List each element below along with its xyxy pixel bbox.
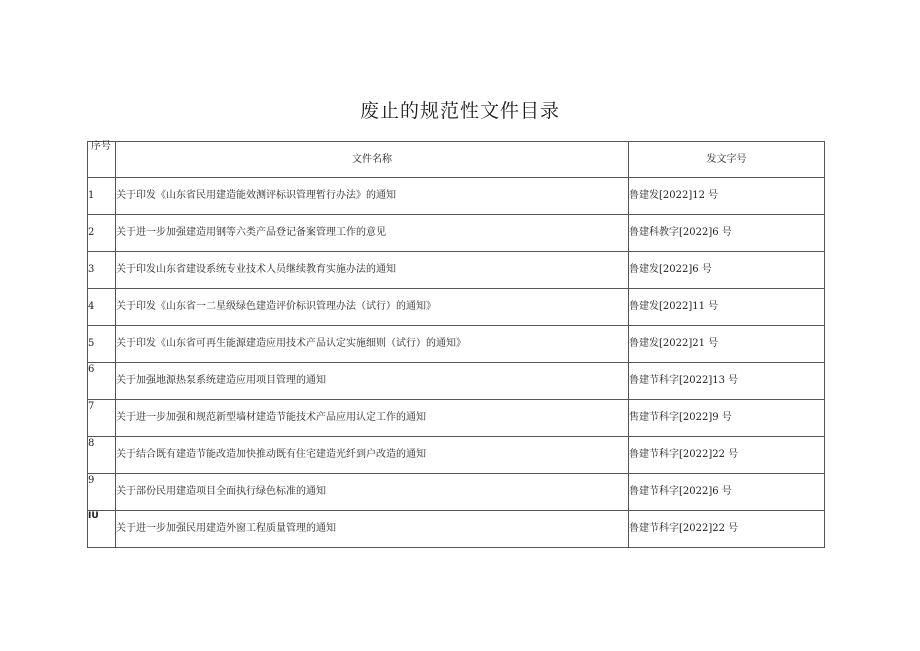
table-row [88, 400, 825, 437]
row-number: 4 [88, 289, 116, 326]
table-row [88, 252, 825, 289]
header-serial-number: 序号 [88, 142, 116, 178]
row-document-code: 鲁建节科字[2022]22 号 [629, 437, 825, 474]
row-document-name: 关于印发《山东省民用建造能效测评标识管理暂行办法》的通知 [116, 178, 629, 215]
row-document-name: 关于印发《山东省一二星级绿色建造评价标识管理办法（试行）的通知》 [116, 289, 629, 326]
table-row [88, 215, 825, 252]
row-document-name: 关于结合既有建造节能改造加快推动既有住宅建造光纤到户改造的通知 [116, 437, 629, 474]
row-document-code: 鲁建发[2022]21 号 [629, 326, 825, 363]
row-document-name: 关于进一步加强民用建造外窗工程质量管理的通知 [116, 511, 629, 548]
row-number: 6 [88, 363, 116, 400]
row-number: 1 [88, 178, 116, 215]
table-row [88, 178, 825, 215]
header-document-code: 发文字号 [629, 142, 825, 178]
row-document-code: 售建节科字[2022]9 号 [629, 400, 825, 437]
row-number: 3 [88, 252, 116, 289]
row-document-code: 鲁建节科字[2022]13 号 [629, 363, 825, 400]
row-number: 7 [88, 400, 116, 437]
table-row [88, 363, 825, 400]
row-document-code: 鲁建节科字[2022]22 号 [629, 511, 825, 548]
row-document-code: 鲁建发[2022]11 号 [629, 289, 825, 326]
header-document-name: 文件名称 [116, 142, 629, 178]
row-number: IU [88, 511, 116, 548]
row-document-code: 鲁建科教字[2022]6 号 [629, 215, 825, 252]
row-document-code: 鲁建发[2022]6 号 [629, 252, 825, 289]
table-row [88, 289, 825, 326]
row-document-name: 关于印发《山东省可再生能源建造应用技术产品认定实施细则（试行）的通知》 [116, 326, 629, 363]
row-document-name: 关于进一步加强建造用钢等六类产品登记备案管理工作的意见 [116, 215, 629, 252]
row-document-code: 鲁建发[2022]12 号 [629, 178, 825, 215]
table-row [88, 474, 825, 511]
page-title: 废止的规范性文件目录 [359, 100, 560, 122]
table-row [88, 511, 825, 548]
row-document-name: 关于部份民用建造项目全面执行绿色标准的通知 [116, 474, 629, 511]
row-document-code: 鲁建节科字[2022]6 号 [629, 474, 825, 511]
row-document-name: 关于加强地源热泵系统建造应用项目管理的通知 [116, 363, 629, 400]
row-document-name: 关于印发山东省建设系统专业技术人员继续教育实施办法的通知 [116, 252, 629, 289]
row-number: 8 [88, 437, 116, 474]
row-document-name: 关于进一步加强和规范新型墙材建造节能技术产品应用认定工作的通知 [116, 400, 629, 437]
row-number: 9 [88, 474, 116, 511]
table-row [88, 326, 825, 363]
row-number: 2 [88, 215, 116, 252]
document-table [87, 141, 825, 548]
table-row [88, 437, 825, 474]
row-number: 5 [88, 326, 116, 363]
table-header-row [88, 142, 825, 178]
